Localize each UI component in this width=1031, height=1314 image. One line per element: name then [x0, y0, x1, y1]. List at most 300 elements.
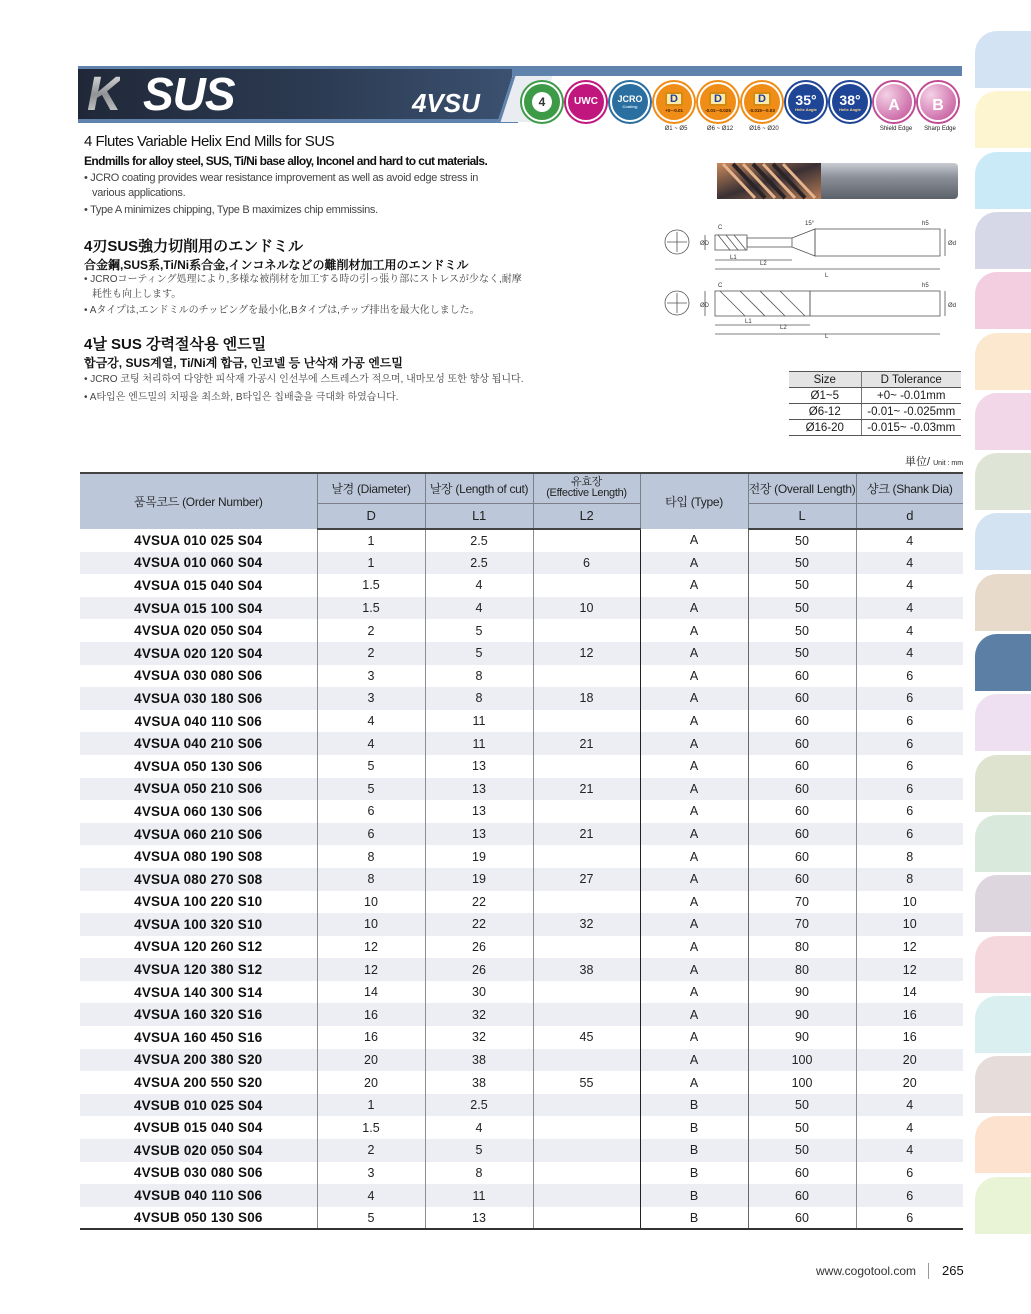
spec-table — [80, 472, 963, 1230]
tolerance-size: Ø1~5 — [789, 388, 861, 404]
page-number: 265 — [942, 1263, 964, 1278]
cell-effective-length — [533, 1139, 640, 1162]
cell-order-number: 4VSUA 010 060 S04 — [80, 552, 317, 575]
cell-type: A — [640, 891, 748, 914]
jcro-coating-icon: JCRO Coating — [610, 82, 650, 122]
subheader-shank-d: d — [856, 503, 963, 529]
cell-type: A — [640, 1071, 748, 1094]
table-row — [80, 913, 963, 936]
cell-diameter: 1 — [317, 529, 425, 552]
cell-shank-dia: 4 — [906, 623, 914, 638]
cell-shank-dia: 4 — [856, 642, 963, 665]
label-l2: L2 — [780, 325, 787, 331]
cell-type: A — [640, 642, 748, 665]
cell-overall-length: 60 — [748, 823, 856, 846]
cell-type: A — [640, 913, 748, 936]
footer-divider — [928, 1263, 929, 1279]
cell-order-number: 4VSUA 120 380 S12 — [80, 958, 317, 981]
cell-length-of-cut: 13 — [425, 823, 533, 846]
cell-length-of-cut: 13 — [425, 800, 533, 823]
cell-diameter: 2 — [317, 642, 425, 665]
cell-length-of-cut: 22 — [425, 891, 533, 914]
label-l2: L2 — [760, 261, 767, 267]
table-row — [80, 597, 963, 620]
cell-type: A — [640, 755, 748, 778]
cell-type: A — [640, 552, 748, 575]
section-tab[interactable] — [975, 152, 1031, 209]
section-tab[interactable] — [975, 91, 1031, 148]
cell-length-of-cut: 4 — [425, 597, 533, 620]
table-row — [80, 642, 963, 665]
cell-length-of-cut: 13 — [425, 755, 533, 778]
header-shank-dia: 샹크 (Shank Dia) — [856, 473, 963, 503]
cell-diameter: 1 — [317, 1094, 425, 1117]
cell-effective-length — [533, 936, 640, 959]
cell-shank-dia: 20 — [902, 1075, 917, 1090]
table-row — [80, 958, 963, 981]
cell-order-number: 4VSUB 010 025 S04 — [80, 1094, 317, 1117]
cell-order-number: 4VSUB 015 040 S04 — [80, 1116, 317, 1139]
cell-effective-length — [533, 619, 640, 642]
cell-diameter: 5 — [317, 778, 425, 801]
cell-overall-length: 60 — [748, 845, 856, 868]
series-code: 4VSU — [412, 88, 480, 118]
label-h5: h5 — [922, 221, 929, 227]
section-tab[interactable] — [975, 755, 1031, 812]
table-row — [80, 687, 963, 710]
cell-order-number: 4VSUA 100 320 S10 — [80, 913, 317, 936]
cell-effective-length — [533, 1049, 640, 1072]
cell-effective-length — [533, 574, 640, 597]
cell-type: A — [640, 710, 748, 733]
cell-overall-length: 70 — [748, 913, 856, 936]
cell-effective-length — [533, 800, 640, 823]
korean-subtitle: 합금강, SUS계열, Ti/Ni계 합금, 인코넬 등 난삭재 가공 엔드밀 — [84, 356, 403, 370]
table-row — [80, 755, 963, 778]
cell-effective-length — [533, 1207, 640, 1230]
cell-type: A — [640, 845, 748, 868]
section-tab[interactable] — [975, 574, 1031, 631]
cell-length-of-cut: 32 — [425, 1003, 533, 1026]
cell-length-of-cut: 2.5 — [425, 529, 533, 552]
label-l1: L1 — [730, 255, 737, 261]
cell-length-of-cut: 4 — [425, 1116, 533, 1139]
cell-diameter: 4 — [317, 710, 425, 733]
flute-cross-section-icon — [665, 291, 689, 315]
cell-shank-dia: 6 — [856, 823, 963, 846]
cell-order-number: 4VSUA 015 040 S04 — [80, 574, 317, 597]
table-row — [80, 619, 963, 642]
cell-type: A — [640, 574, 748, 597]
cell-overall-length: 80 — [748, 958, 856, 981]
cell-shank-dia: 6 — [906, 714, 914, 729]
cell-length-of-cut: 5 — [425, 619, 533, 642]
cell-length-of-cut: 2.5 — [425, 1094, 533, 1117]
cell-shank-dia: 12 — [902, 939, 917, 954]
cell-order-number: 4VSUA 200 380 S20 — [80, 1049, 317, 1072]
diameter-tolerance-icon: D -0.015~-0.03 — [742, 82, 782, 122]
table-row — [80, 1162, 963, 1185]
cell-type: B — [640, 1139, 748, 1162]
cell-shank-dia: 4 — [906, 1120, 914, 1135]
japanese-title: 4刃SUS強力切削用のエンドミル — [84, 238, 304, 255]
cell-type: A — [640, 778, 748, 801]
cell-shank-dia: 16 — [856, 1003, 963, 1026]
japanese-bullet: • JCROコーティング処理により,多様な被削材を加工する時の引っ張り部にストレスが少なく,耐摩 — [84, 274, 522, 285]
cell-shank-dia: 4 — [856, 1139, 963, 1162]
cell-type: A — [640, 958, 748, 981]
section-tab[interactable] — [975, 815, 1031, 872]
cell-order-number: 4VSUA 040 210 S06 — [80, 732, 317, 755]
table-row — [80, 710, 963, 733]
cell-length-of-cut: 30 — [425, 981, 533, 1004]
cell-order-number: 4VSUB 050 130 S06 — [80, 1207, 317, 1230]
cell-overall-length: 60 — [748, 868, 856, 891]
cell-overall-length: 90 — [748, 981, 856, 1004]
section-tab[interactable] — [975, 996, 1031, 1053]
cell-type: A — [640, 1026, 748, 1049]
cell-order-number: 4VSUA 160 320 S16 — [80, 1003, 317, 1026]
cell-shank-dia: 6 — [856, 1207, 963, 1230]
cell-length-of-cut: 38 — [425, 1049, 533, 1072]
cell-shank-dia: 8 — [856, 868, 963, 891]
cell-shank-dia: 10 — [902, 894, 917, 909]
cell-length-of-cut: 26 — [425, 958, 533, 981]
cell-overall-length: 50 — [748, 1139, 856, 1162]
cell-length-of-cut: 8 — [425, 687, 533, 710]
cell-order-number: 4VSUA 120 260 S12 — [80, 936, 317, 959]
cell-length-of-cut: 22 — [425, 913, 533, 936]
table-row — [80, 845, 963, 868]
japanese-subtitle: 合金鋼,SUS系,Ti/Ni系合金,インコネルなどの難削材加工用のエンドミル — [84, 258, 469, 272]
cell-diameter: 6 — [317, 800, 425, 823]
label-shank: Ød — [948, 303, 957, 309]
cell-order-number: 4VSUA 015 100 S04 — [80, 597, 317, 620]
subheader-l: L — [748, 503, 856, 529]
section-tab-active[interactable] — [975, 634, 1031, 691]
cell-order-number: 4VSUA 050 130 S06 — [80, 755, 317, 778]
cell-type: B — [640, 1162, 748, 1185]
cell-type: B — [640, 1207, 748, 1230]
japanese-bullet: • Aタイプは,エンドミルのチッピングを最小化,Bタイプは,チップ排出を最大化しました。 — [84, 305, 480, 316]
cell-diameter: 20 — [317, 1049, 425, 1072]
cell-effective-length — [533, 1003, 640, 1026]
cell-type: A — [640, 800, 748, 823]
label-shank: Ød — [948, 241, 957, 247]
uwc-icon: UWC — [566, 82, 606, 122]
brand-name: SUS — [143, 68, 235, 120]
cell-order-number: 4VSUA 030 080 S06 — [80, 665, 317, 688]
tolerance-header: D Tolerance — [861, 372, 961, 388]
section-tab[interactable] — [975, 936, 1031, 993]
table-row — [80, 665, 963, 688]
cell-length-of-cut: 32 — [425, 1026, 533, 1049]
cell-length-of-cut: 5 — [425, 1139, 533, 1162]
cell-effective-length: 55 — [533, 1071, 640, 1094]
cell-length-of-cut: 11 — [425, 1184, 533, 1207]
cell-order-number: 4VSUB 040 110 S06 — [80, 1184, 317, 1207]
tolerance-size: Ø16-20 — [789, 420, 861, 436]
cell-order-number: 4VSUA 010 025 S04 — [80, 529, 317, 552]
cell-length-of-cut: 26 — [425, 936, 533, 959]
section-tab[interactable] — [975, 513, 1031, 570]
header-effective-length: 유효장 (Effective Length) — [533, 473, 640, 503]
tolerance-value: -0.01~ -0.025mm — [861, 404, 961, 420]
badge-caption: Ø16 ~ Ø20 — [749, 126, 779, 132]
cell-type: A — [640, 665, 748, 688]
table-row — [80, 778, 963, 801]
cell-order-number: 4VSUA 080 270 S08 — [80, 868, 317, 891]
cell-diameter: 1.5 — [317, 574, 425, 597]
cell-effective-length: 27 — [533, 868, 640, 891]
cell-order-number: 4VSUA 020 050 S04 — [80, 619, 317, 642]
cell-effective-length — [533, 1162, 640, 1185]
cell-overall-length: 80 — [748, 936, 856, 959]
cell-length-of-cut: 19 — [425, 868, 533, 891]
subheader-l1: L1 — [425, 503, 533, 529]
helix-angle-35-icon: 35° Helix Angle — [786, 82, 826, 122]
cell-shank-dia: 6 — [856, 1184, 963, 1207]
cell-diameter: 6 — [317, 823, 425, 846]
cell-overall-length: 70 — [748, 891, 856, 914]
section-tab[interactable] — [975, 1056, 1031, 1113]
cell-shank-dia: 6 — [856, 687, 963, 710]
unit-label: 単位/ Unit : mm — [905, 456, 964, 468]
cell-order-number: 4VSUA 160 450 S16 — [80, 1026, 317, 1049]
cell-effective-length — [533, 1184, 640, 1207]
table-row — [80, 1139, 963, 1162]
cell-type: A — [640, 868, 748, 891]
cell-order-number: 4VSUB 020 050 S04 — [80, 1139, 317, 1162]
table-row — [80, 1094, 963, 1117]
section-tab[interactable] — [975, 1177, 1031, 1234]
header-order-number: 품목코드 (Order Number) — [80, 473, 317, 529]
cell-overall-length: 50 — [748, 619, 856, 642]
cell-overall-length: 60 — [748, 687, 856, 710]
table-row — [80, 1049, 963, 1072]
cell-order-number: 4VSUB 030 080 S06 — [80, 1162, 317, 1185]
cell-order-number: 4VSUA 020 120 S04 — [80, 642, 317, 665]
cell-diameter: 3 — [317, 665, 425, 688]
cell-effective-length: 10 — [533, 597, 640, 620]
cell-diameter: 20 — [317, 1071, 425, 1094]
cell-length-of-cut: 11 — [425, 732, 533, 755]
brand-logo-k: K — [87, 68, 120, 121]
section-tab[interactable] — [975, 1116, 1031, 1173]
label-chamfer: C — [718, 225, 723, 231]
feature-badges — [518, 80, 968, 140]
cell-diameter: 2 — [317, 619, 425, 642]
cell-overall-length: 60 — [748, 778, 856, 801]
cell-order-number: 4VSUA 200 550 S20 — [80, 1071, 317, 1094]
cell-type: B — [640, 1184, 748, 1207]
section-tab[interactable] — [975, 875, 1031, 932]
cell-effective-length: 12 — [533, 642, 640, 665]
footer-website[interactable]: www.cogotool.com — [816, 1264, 917, 1278]
cell-effective-length: 21 — [533, 732, 640, 755]
japanese-bullet: 耗性も向上します。 — [92, 289, 182, 300]
cell-overall-length: 60 — [748, 732, 856, 755]
cell-overall-length: 60 — [748, 755, 856, 778]
cell-effective-length: 18 — [533, 687, 640, 710]
cell-type: A — [640, 687, 748, 710]
cell-order-number: 4VSUA 030 180 S06 — [80, 687, 317, 710]
tolerance-header: Size — [789, 372, 861, 388]
diameter-tolerance-icon: D +0~-0.01 — [654, 82, 694, 122]
cell-diameter: 12 — [317, 936, 425, 959]
table-row — [80, 891, 963, 914]
cell-diameter: 3 — [317, 1162, 425, 1185]
cell-overall-length: 50 — [748, 552, 856, 575]
label-l: L — [825, 273, 829, 279]
cell-overall-length: 50 — [748, 529, 856, 552]
cell-length-of-cut: 19 — [425, 845, 533, 868]
cell-type: A — [640, 981, 748, 1004]
cell-diameter: 10 — [317, 891, 425, 914]
cell-diameter: 1.5 — [317, 597, 425, 620]
cell-shank-dia: 12 — [856, 958, 963, 981]
table-row — [80, 1071, 963, 1094]
cell-length-of-cut: 13 — [425, 778, 533, 801]
cell-shank-dia: 6 — [906, 668, 914, 683]
cell-overall-length: 50 — [748, 1116, 856, 1139]
cell-effective-length: 21 — [533, 778, 640, 801]
tolerance-value: +0~ -0.01mm — [861, 388, 961, 404]
table-row — [80, 823, 963, 846]
cell-overall-length: 50 — [748, 574, 856, 597]
cell-length-of-cut: 8 — [425, 1162, 533, 1185]
english-bullet: • JCRO coating provides wear resistance improvement as well as avoid edge stress in — [84, 172, 479, 184]
badge-caption: Ø1 ~ Ø5 — [664, 126, 688, 132]
table-row — [80, 1003, 963, 1026]
cell-diameter: 2 — [317, 1139, 425, 1162]
cell-effective-length — [533, 755, 640, 778]
label-diameter: ØD — [700, 303, 709, 309]
header-type: 타입 (Type) — [640, 473, 748, 529]
cell-order-number: 4VSUA 050 210 S06 — [80, 778, 317, 801]
cell-shank-dia: 8 — [906, 849, 914, 864]
cell-order-number: 4VSUA 040 110 S06 — [80, 710, 317, 733]
section-tab[interactable] — [975, 212, 1031, 269]
cell-length-of-cut: 5 — [425, 642, 533, 665]
cell-effective-length: 6 — [533, 552, 640, 575]
cell-effective-length: 32 — [533, 913, 640, 936]
section-tab[interactable] — [975, 333, 1031, 390]
cell-shank-dia: 4 — [856, 1094, 963, 1117]
table-row — [80, 529, 963, 552]
label-l1: L1 — [745, 319, 752, 325]
cell-shank-dia: 10 — [856, 913, 963, 936]
cell-overall-length: 50 — [748, 642, 856, 665]
cell-overall-length: 60 — [748, 1162, 856, 1185]
cell-length-of-cut: 11 — [425, 710, 533, 733]
cell-overall-length: 100 — [748, 1049, 856, 1072]
label-l: L — [825, 334, 829, 340]
four-flutes-icon: 4 — [522, 82, 562, 122]
cell-shank-dia: 6 — [906, 759, 914, 774]
cell-effective-length: 45 — [533, 1026, 640, 1049]
cell-type: A — [640, 1049, 748, 1072]
section-tab[interactable] — [975, 393, 1031, 450]
cell-effective-length — [533, 710, 640, 733]
cell-length-of-cut: 38 — [425, 1071, 533, 1094]
cell-overall-length: 100 — [748, 1071, 856, 1094]
label-chamfer: C — [718, 283, 723, 289]
cell-diameter: 5 — [317, 1207, 425, 1230]
cell-overall-length: 90 — [748, 1003, 856, 1026]
cell-type: A — [640, 597, 748, 620]
cell-type: A — [640, 732, 748, 755]
tolerance-value: -0.015~ -0.03mm — [861, 420, 961, 436]
cell-overall-length: 50 — [748, 1094, 856, 1117]
table-row — [80, 1026, 963, 1049]
cell-type: A — [640, 936, 748, 959]
section-tab[interactable] — [975, 31, 1031, 88]
cell-diameter: 3 — [317, 687, 425, 710]
tolerance-row — [789, 420, 961, 436]
english-bullet: • Type A minimizes chipping, Type B maximizes chip emmissins. — [84, 204, 378, 216]
cell-shank-dia: 14 — [902, 985, 917, 1000]
cell-effective-length: 38 — [533, 958, 640, 981]
badge-caption: Ø6 ~ Ø12 — [706, 126, 734, 132]
table-row — [80, 868, 963, 891]
english-title: 4 Flutes Variable Helix End Mills for SUS — [84, 133, 335, 150]
cell-shank-dia: 4 — [856, 552, 963, 575]
tolerance-row — [789, 404, 961, 420]
flute-cross-section-icon — [665, 230, 689, 254]
end-mill-photo — [715, 162, 960, 200]
subheader-l2: L2 — [533, 503, 640, 529]
cell-diameter: 1 — [317, 552, 425, 575]
cell-effective-length: 21 — [533, 823, 640, 846]
cell-effective-length — [533, 845, 640, 868]
cell-type: B — [640, 1116, 748, 1139]
cell-diameter: 4 — [317, 732, 425, 755]
cell-type: A — [640, 619, 748, 642]
label-angle: 15° — [805, 221, 815, 227]
cell-shank-dia: 6 — [856, 732, 963, 755]
table-row — [80, 552, 963, 575]
tolerance-table — [789, 371, 961, 436]
cell-effective-length — [533, 665, 640, 688]
cell-diameter: 10 — [317, 913, 425, 936]
table-row — [80, 800, 963, 823]
cell-overall-length: 60 — [748, 1207, 856, 1230]
cell-shank-dia: 4 — [906, 578, 914, 593]
end-mill-drawing — [660, 215, 960, 340]
header-overall-length: 전장 (Overall Length) — [748, 473, 856, 503]
cell-diameter: 16 — [317, 1003, 425, 1026]
cell-shank-dia: 20 — [856, 1049, 963, 1072]
cell-diameter: 12 — [317, 958, 425, 981]
header-length-of-cut: 날장 (Length of cut) — [425, 473, 533, 503]
cell-effective-length — [533, 1116, 640, 1139]
section-tab[interactable] — [975, 453, 1031, 510]
cell-overall-length: 60 — [748, 1184, 856, 1207]
cell-shank-dia: 4 — [856, 597, 963, 620]
cell-type: B — [640, 1094, 748, 1117]
cell-order-number: 4VSUA 140 300 S14 — [80, 981, 317, 1004]
section-tab[interactable] — [975, 694, 1031, 751]
cell-overall-length: 60 — [748, 800, 856, 823]
cell-effective-length — [533, 981, 640, 1004]
cell-overall-length: 90 — [748, 1026, 856, 1049]
cell-order-number: 4VSUA 060 130 S06 — [80, 800, 317, 823]
cell-overall-length: 60 — [748, 665, 856, 688]
section-tab[interactable] — [975, 272, 1031, 329]
cell-length-of-cut: 13 — [425, 1207, 533, 1230]
cell-diameter: 5 — [317, 755, 425, 778]
